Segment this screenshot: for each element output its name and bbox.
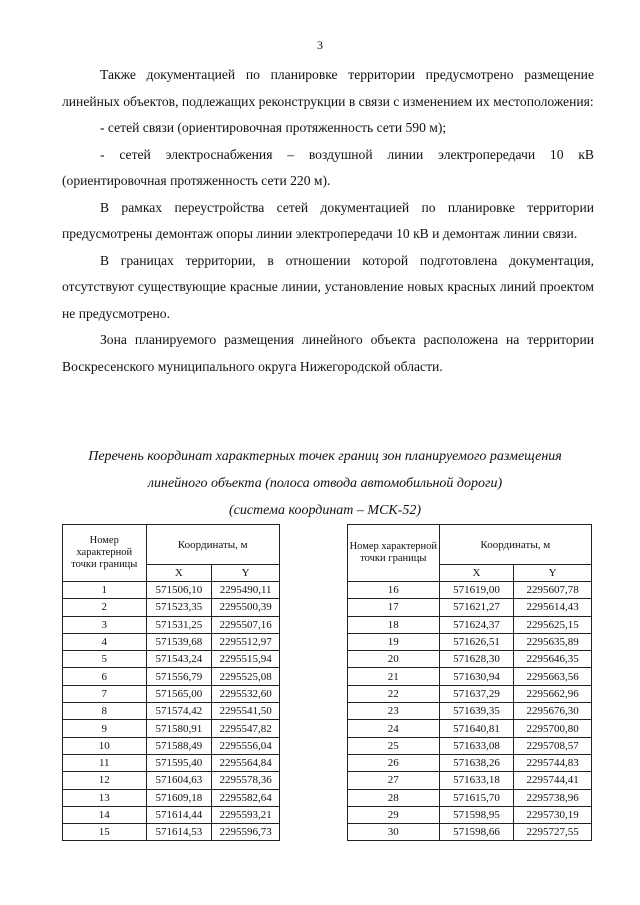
header-point-number: Номер характерной точки границы [63,525,147,582]
x-coordinate-cell: 571619,00 [439,582,514,599]
y-coordinate-cell: 2295676,30 [514,703,592,720]
coordinates-table-right [347,524,592,841]
paragraph: В границах территории, в отношении которой подготовлена документация, отсутствуют существующие красные линии, установление новых красных линий проектом не предусмотрено. [62,252,594,321]
table-row [63,806,280,823]
x-coordinate-cell: 571556,79 [146,668,212,685]
table-row [348,806,592,823]
point-number-cell: 28 [348,789,440,806]
y-coordinate-cell: 2295490,11 [212,582,280,599]
x-coordinate-cell: 571598,95 [439,806,514,823]
coordinates-table-left [62,524,280,841]
y-coordinate-cell: 2295625,15 [514,616,592,633]
table-row [63,582,280,599]
point-number-cell: 27 [348,772,440,789]
header-point-number: Номер характерной точки границы [348,525,440,582]
y-coordinate-cell: 2295614,43 [514,599,592,616]
x-coordinate-cell: 571565,00 [146,685,212,702]
x-coordinate-cell: 571604,63 [146,772,212,789]
x-coordinate-cell: 571628,30 [439,651,514,668]
x-coordinate-cell: 571615,70 [439,789,514,806]
y-coordinate-cell: 2295744,41 [514,772,592,789]
header-y: Y [212,565,280,582]
table-row [63,668,280,685]
paragraph: Зона планируемого размещения линейного объекта расположена на территории Воскресенского муниципального округа Нижегородской области. [62,332,594,374]
point-number-cell: 14 [63,806,147,823]
x-coordinate-cell: 571595,40 [146,754,212,771]
header-coordinates: Координаты, м [146,525,279,565]
point-number-cell: 6 [63,668,147,685]
y-coordinate-cell: 2295607,78 [514,582,592,599]
y-coordinate-cell: 2295744,83 [514,754,592,771]
caption-line: линейного объекта (полоса отвода автомобильной дороги) [147,476,503,491]
x-coordinate-cell: 571640,81 [439,720,514,737]
x-coordinate-cell: 571614,44 [146,806,212,823]
table-row [348,789,592,806]
point-number-cell: 4 [63,633,147,650]
table-row [63,754,280,771]
header-x: X [439,565,514,582]
y-coordinate-cell: 2295532,60 [212,685,280,702]
x-coordinate-cell: 571598,66 [439,824,514,841]
table-row [63,789,280,806]
y-coordinate-cell: 2295512,97 [212,633,280,650]
y-coordinate-cell: 2295596,73 [212,824,280,841]
caption-line: (система координат – МСК-52) [228,503,422,518]
table-row [63,824,280,841]
table-row [348,772,592,789]
table-row [63,737,280,754]
body-text [62,62,594,380]
y-coordinate-cell: 2295662,96 [514,685,592,702]
point-number-cell: 22 [348,685,440,702]
table-row [348,668,592,685]
table-row [63,651,280,668]
header-x: X [146,565,212,582]
x-coordinate-cell: 571609,18 [146,789,212,806]
x-coordinate-cell: 571523,35 [146,599,212,616]
table-row [348,651,592,668]
x-coordinate-cell: 571614,53 [146,824,212,841]
table-row [348,633,592,650]
x-coordinate-cell: 571633,18 [439,772,514,789]
point-number-cell: 18 [348,616,440,633]
y-coordinate-cell: 2295700,80 [514,720,592,737]
table-row [348,599,592,616]
point-number-cell: 17 [348,599,440,616]
point-number-cell: 12 [63,772,147,789]
point-number-cell: 30 [348,824,440,841]
point-number-cell: 2 [63,599,147,616]
header-y: Y [514,565,592,582]
x-coordinate-cell: 571624,37 [439,616,514,633]
x-coordinate-cell: 571539,68 [146,633,212,650]
point-number-cell: 3 [63,616,147,633]
table-caption [40,443,610,524]
x-coordinate-cell: 571626,51 [439,633,514,650]
point-number-cell: 24 [348,720,440,737]
y-coordinate-cell: 2295593,21 [212,806,280,823]
x-coordinate-cell: 571637,29 [439,685,514,702]
point-number-cell: 26 [348,754,440,771]
table-row [348,754,592,771]
paragraph: В рамках переустройства сетей документацией по планировке территории предусмотрены демонтаж опоры линии электропередачи 10 кВ и демонтаж линии связи. [62,199,594,241]
y-coordinate-cell: 2295635,89 [514,633,592,650]
y-coordinate-cell: 2295547,82 [212,720,280,737]
x-coordinate-cell: 571588,49 [146,737,212,754]
point-number-cell: 7 [63,685,147,702]
y-coordinate-cell: 2295564,84 [212,754,280,771]
y-coordinate-cell: 2295730,19 [514,806,592,823]
y-coordinate-cell: 2295708,57 [514,737,592,754]
y-coordinate-cell: 2295507,16 [212,616,280,633]
point-number-cell: 11 [63,754,147,771]
y-coordinate-cell: 2295646,35 [514,651,592,668]
point-number-cell: 13 [63,789,147,806]
table-row [63,633,280,650]
point-number-cell: 20 [348,651,440,668]
table-row [348,582,592,599]
x-coordinate-cell: 571574,42 [146,703,212,720]
y-coordinate-cell: 2295515,94 [212,651,280,668]
point-number-cell: 16 [348,582,440,599]
y-coordinate-cell: 2295556,04 [212,737,280,754]
header-coordinates: Координаты, м [439,525,591,565]
table-row [348,737,592,754]
x-coordinate-cell: 571633,08 [439,737,514,754]
point-number-cell: 5 [63,651,147,668]
x-coordinate-cell: 571543,24 [146,651,212,668]
x-coordinate-cell: 571630,94 [439,668,514,685]
point-number-cell: 29 [348,806,440,823]
y-coordinate-cell: 2295578,36 [212,772,280,789]
y-coordinate-cell: 2295727,55 [514,824,592,841]
table-row [63,685,280,702]
y-coordinate-cell: 2295500,39 [212,599,280,616]
point-number-cell: 23 [348,703,440,720]
x-coordinate-cell: 571580,91 [146,720,212,737]
point-number-cell: 1 [63,582,147,599]
table-row [63,703,280,720]
y-coordinate-cell: 2295738,96 [514,789,592,806]
x-coordinate-cell: 571639,35 [439,703,514,720]
x-coordinate-cell: 571531,25 [146,616,212,633]
caption-line: Перечень координат характерных точек границ зон планируемого размещения [88,449,562,464]
point-number-cell: 19 [348,633,440,650]
x-coordinate-cell: 571638,26 [439,754,514,771]
table-row [348,720,592,737]
point-number-cell: 9 [63,720,147,737]
table-row [63,772,280,789]
x-coordinate-cell: 571506,10 [146,582,212,599]
paragraph: Также документацией по планировке территории предусмотрено размещение линейных объектов, подлежащих реконструкции в связи с изменением их местоположения: [62,67,594,109]
point-number-cell: 15 [63,824,147,841]
paragraph: - сетей связи (ориентировочная протяженность сети 590 м); [100,120,447,135]
point-number-cell: 21 [348,668,440,685]
point-number-cell: 25 [348,737,440,754]
table-row [348,616,592,633]
y-coordinate-cell: 2295582,64 [212,789,280,806]
table-row [63,720,280,737]
y-coordinate-cell: 2295541,50 [212,703,280,720]
table-row [348,685,592,702]
table-row [63,599,280,616]
page-number: 3 [317,38,323,52]
table-row [63,616,280,633]
x-coordinate-cell: 571621,27 [439,599,514,616]
point-number-cell: 10 [63,737,147,754]
paragraph: - сетей электроснабжения – воздушной линии электропередачи 10 кВ (ориентировочная протяженность сети 220 м). [62,146,594,188]
point-number-cell: 8 [63,703,147,720]
y-coordinate-cell: 2295525,08 [212,668,280,685]
table-row [348,703,592,720]
table-row [348,824,592,841]
y-coordinate-cell: 2295663,56 [514,668,592,685]
